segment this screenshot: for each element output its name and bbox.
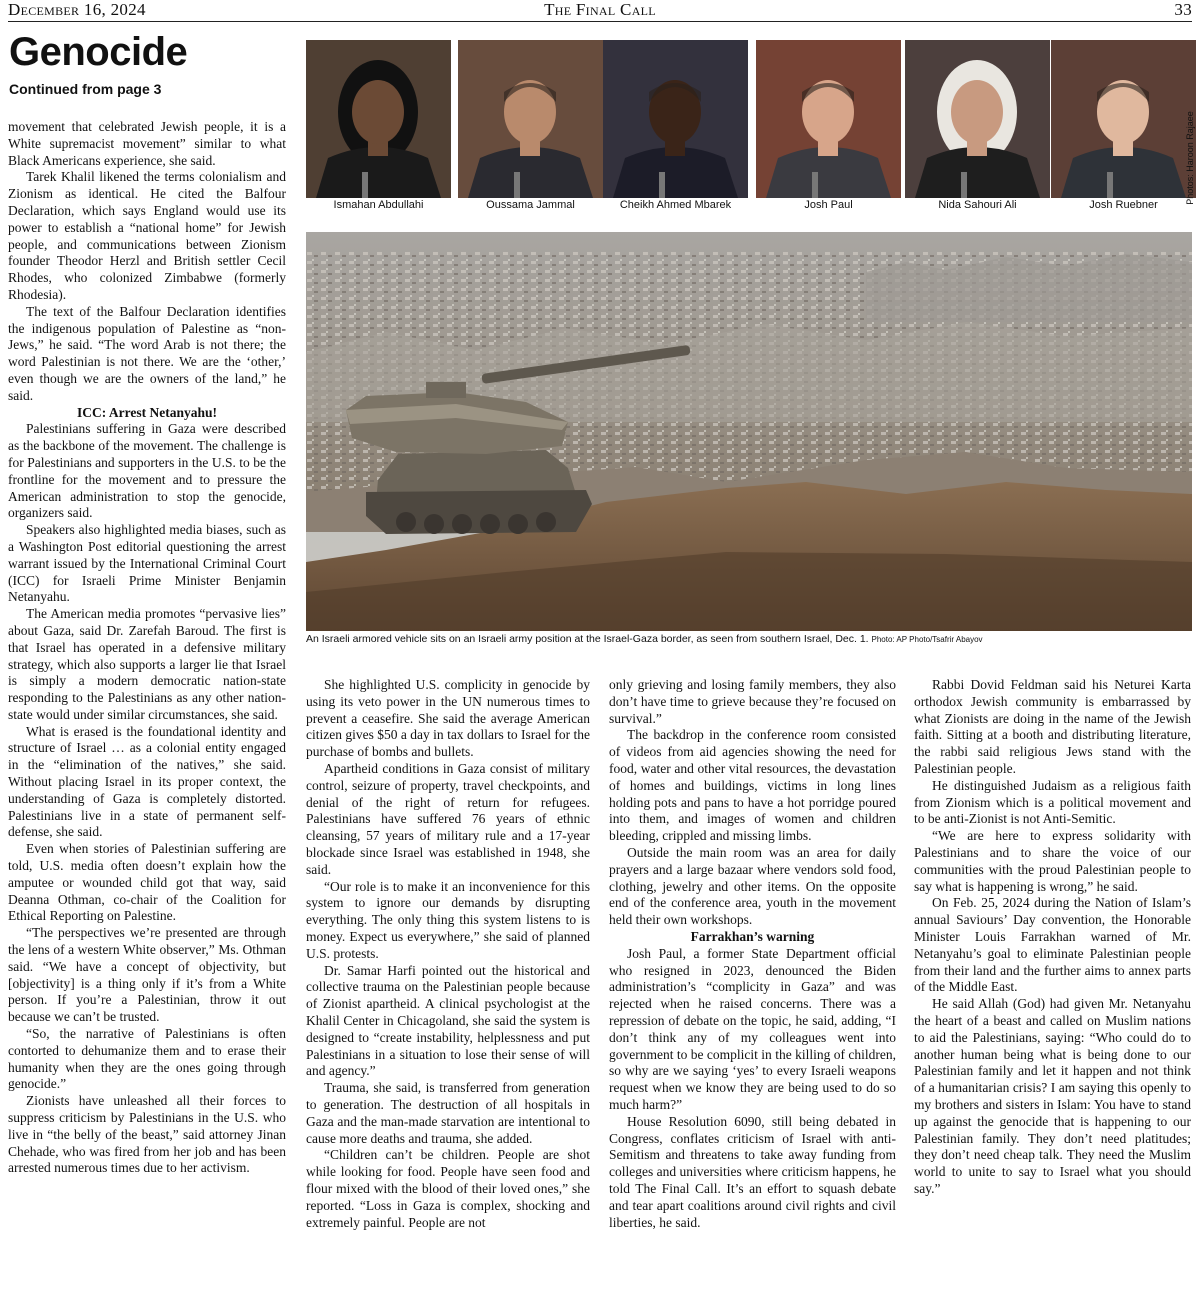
speaker-photo: [458, 40, 603, 198]
article-column-4: [914, 677, 1191, 1291]
speaker-portrait: [1051, 40, 1196, 212]
paragraph: Even when stories of Palestinian suffering are told, U.S. media often doesn’t explain how the amputee or wounded child got that way, said Deanna Othman, co-chair of the Coalition for Ethical Reporting on Palestine.: [8, 841, 286, 924]
paragraph: The American media promotes “pervasive lies” about Gaza, said Dr. Zarefah Baroud. The first is that Israel has operated in a defensive military strategy, which also supports a larger lie that Israel is simply a modern democratic nation-state responding to the Palestinians as any other nation-state would under similar circumstances, she said.: [8, 606, 286, 722]
speaker-name: Nida Sahouri Ali: [938, 199, 1017, 211]
speaker-portrait: [756, 40, 901, 212]
paragraph: Apartheid conditions in Gaza consist of military control, seizure of property, travel checkpoints, and denial of the right of return for refugees. Palestinians have suffered 76 years of ethnic cleansing, 57 years of military rule and a 17-year blockade since Israel was established in 1948, she said.: [306, 760, 590, 877]
speaker-photo: [603, 40, 748, 198]
paragraph: House Resolution 6090, still being debated in Congress, conflates criticism of Israel with anti-Semitism and threatens to take away funding from colleges and universities where criticism happens, he told The Final Call. It’s an effort to squash debate and tear apart coalitions around civil rights and civil liberties, he said.: [609, 1113, 896, 1230]
caption-text: An Israeli armored vehicle sits on an Israeli army position at the Israel-Gaza border, as seen from southern Israel, Dec. 1.: [306, 633, 869, 645]
headline: Genocide: [9, 30, 188, 74]
paragraph: Speakers also highlighted media biases, such as a Washington Post editorial questioning the arrest warrant issued by the International Criminal Court (ICC) for Israeli Prime Minister Benjamin Netanyahu.: [8, 522, 286, 605]
speaker-portrait: [306, 40, 451, 212]
paragraph: Trauma, she said, is transferred from generation to generation. The destruction of all hospitals in Gaza and the man-made starvation are intentional to cause more deaths and trauma, she added.: [306, 1080, 590, 1146]
paragraph: only grieving and losing family members, they also don’t have time to grieve because they’re focused on survival.”: [609, 677, 896, 726]
continued-line: Continued from page 3: [9, 81, 162, 97]
paragraph: “Children can’t be children. People are shot while looking for food. People have seen food and flour mixed with the blood of their loved ones,” she reported. “Loss in Gaza is complex, shocking and extremely painful. People are not: [306, 1147, 590, 1230]
paragraph: Palestinians suffering in Gaza were described as the backbone of the movement. The challenge is for Palestinians and supporters in the U.S. to be the frontline for the movement and to pressure the American administration to stop the genocide, organizers said.: [8, 421, 286, 521]
paragraph: “We are here to express solidarity with Palestinians and to share the voice of our communities with the proud Palestinian people to say what is happening is wrong,” he said.: [914, 828, 1191, 894]
speaker-photo: [756, 40, 901, 198]
paragraph: “Our role is to make it an inconvenience for this system to ignore our demands by disrupting everything. The only thing this system listens to is money. Expect us everywhere,” she said of planned U.S. protests.: [306, 878, 590, 961]
paragraph: “So, the narrative of Palestinians is often contorted to dehumanize them and to erase their humanity when they are the ones going through genocide.”: [8, 1026, 286, 1092]
speaker-name: Oussama Jammal: [486, 199, 575, 211]
paragraph: Zionists have unleashed all their forces to suppress criticism by Palestinians in the U.S. who live in “the belly of the beast,” said attorney Jinan Chehade, who was fired from her job and has been arrested numerous times due to her activism.: [8, 1093, 286, 1176]
paragraph: Josh Paul, a former State Department official who resigned in 2023, denounced the Biden administration’s “complicity in Gaza” and was rejected when he raised concerns. There was a repression of debate on the topic, he said, adding, “I don’t think any of my colleagues went into government to be complicit in the killing of children, so why are we saying ‘yes’ to every Israeli weapons request when we know they are being used to do so much harm?”: [609, 945, 896, 1112]
paragraph: movement that celebrated Jewish people, it is a White supremacist movement” similar to what Black Americans experience, she said.: [8, 119, 286, 168]
paragraph: “The perspectives we’re presented are through the lens of a western White observer,” Ms. Othman said. “We have a concept of objectivity, but [objectivity] is a thing only if it’s from a White person. If you’re a Palestinian, throw it out because we can’t be trusted.: [8, 925, 286, 1025]
speaker-portrait: [458, 40, 603, 212]
speaker-portraits: [306, 40, 1182, 218]
speaker-name: Ismahan Abdullahi: [333, 199, 424, 211]
paragraph: The backdrop in the conference room consisted of videos from aid agencies showing the need for food, water and other vital resources, the devastation of homes and buildings, victims in long lines holding pots and pans to have a hot porridge poured into them, and images of women and children bleeding, crippled and missing limbs.: [609, 727, 896, 844]
speaker-photo: [306, 40, 451, 198]
paragraph: The text of the Balfour Declaration identifies the indigenous population of Palestine as “non-Jews,” he said. “The word Arab is not there; the word Palestinian is not there. We are the ‘other,’ even though we are the owners of the land,” he said.: [8, 303, 286, 403]
speaker-name: Josh Ruebner: [1089, 199, 1158, 211]
speaker-name: Josh Paul: [804, 199, 853, 211]
paragraph: He distinguished Judaism as a religious faith from Zionism which is a political movement and to be anti-Zionist is not Anti-Semitic.: [914, 777, 1191, 827]
caption-credit: Photo: AP Photo/Tsafrir Abayov: [871, 635, 983, 644]
subhead: Farrakhan’s warning: [690, 928, 815, 944]
tank-at-border-photo: [306, 232, 1192, 631]
main-photo-caption: [306, 633, 1192, 646]
paragraph: He said Allah (God) had given Mr. Netanyahu the heart of a beast and called on Muslim nations to aid the Palestinians, saying: “Who could do to another human being what is being done to our Palestinian family and let it happen and not think of a humanitarian crisis? I am saying this openly to my brothers and sisters in Islam: You have to stand up against the genocide that is happening to our Palestinian family. They don’t need platitudes; they don’t need cheap talk. They need the Muslim world to unite to say to Israel what you should say.”: [914, 996, 1191, 1196]
paragraph: Rabbi Dovid Feldman said his Neturei Karta orthodox Jewish community is embarrassed by what Zionists are doing in the name of the Jewish faith. Sitting at a booth and distributing literature, the rabbi said religious Jews stand with the Palestinian people.: [914, 677, 1191, 776]
page-number: 33: [1174, 0, 1192, 19]
issue-date: December 16, 2024: [8, 0, 146, 19]
paragraph: Tarek Khalil likened the terms colonialism and Zionism as identical. He cited the Balfour Declaration, which says England would use its power to establish a “national home” for Jewish people, and communications between Zionism founder Theodor Herzl and British settler Cecil Rhodes, who colonized Zimbabwe (formerly Rhodesia).: [8, 169, 286, 302]
publication-name: The Final Call: [544, 0, 656, 19]
speaker-photo: [1051, 40, 1196, 198]
paragraph: Outside the main room was an area for daily prayers and a large bazaar where vendors sold food, clothing, jewelry and other items. On the opposite end of the conference area, youth in the movement held their own workshops.: [609, 844, 896, 928]
speaker-portrait: [905, 40, 1050, 212]
speaker-portrait: [603, 40, 748, 212]
subhead: ICC: Arrest Netanyahu!: [77, 404, 217, 420]
speaker-name: Cheikh Ahmed Mbarek: [619, 199, 732, 211]
article-column-1: [8, 119, 286, 1291]
article-column-3: [609, 677, 896, 1291]
paragraph: What is erased is the foundational identity and structure of Israel … as a colonial entity engaged in the “elimination of the natives,” she said. Without placing Israel in its proper context, the understanding of Gaza is completely distorted. Palestinians live in a state of permanent self-defense, she said.: [8, 723, 286, 840]
main-photo: [306, 232, 1192, 631]
paragraph: On Feb. 25, 2024 during the Nation of Islam’s annual Saviours’ Day convention, the Honorable Minister Louis Farrakhan warned of Mr. Netanyahu’s goal to eliminate Palestinian people from their land and the further aims to annex parts of the Middle East.: [914, 895, 1191, 995]
page-header: [8, 0, 1192, 22]
article-column-2: [306, 677, 590, 1291]
speaker-photo: [905, 40, 1050, 198]
paragraph: She highlighted U.S. complicity in genocide by using its veto power in the UN numerous times to prevent a ceasefire. She said the average American citizen gives $50 a day in tax dollars to Israel for the purchase of bombs and bullets.: [306, 677, 590, 760]
portrait-photo-credit: Photos: Haroon Rajaee: [1185, 111, 1195, 205]
paragraph: Dr. Samar Harfi pointed out the historical and collective trauma on the Palestinian people because of Zionist apartheid. A clinical psychologist at the Khalil Center in Chicagoland, she said the system is designed to “create instability, helplessness and put Palestinians in a situation to lose their sense of will and agency.”: [306, 962, 590, 1079]
